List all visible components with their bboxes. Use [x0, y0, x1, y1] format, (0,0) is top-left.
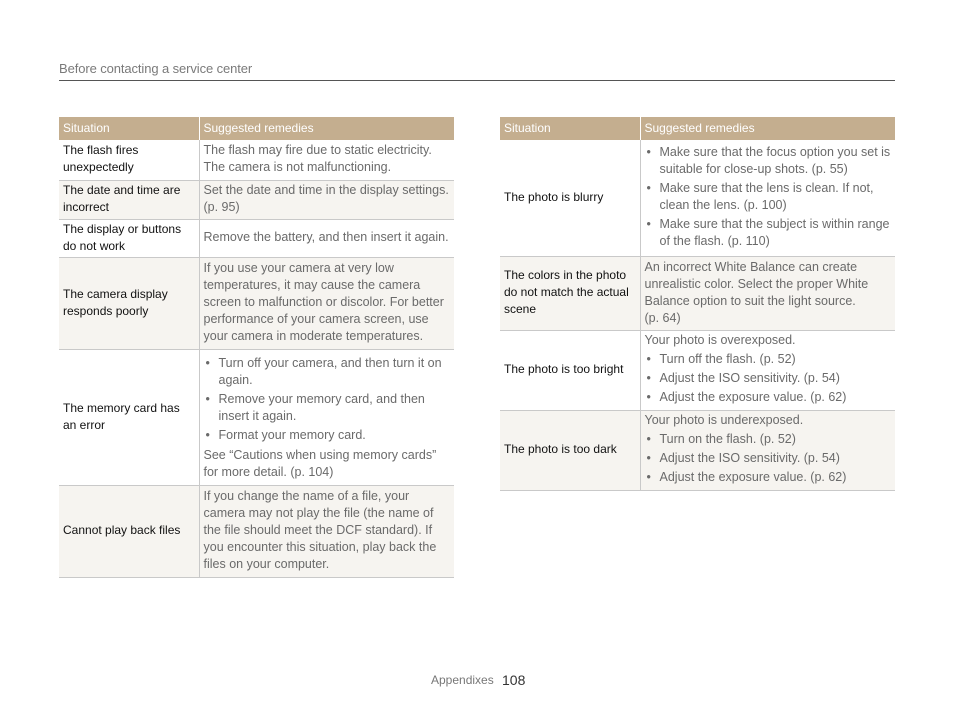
remedy-cell: [640, 140, 895, 256]
table-row: [59, 485, 454, 577]
remedy-bullet: • Turn off your camera, and then turn it on again.: [204, 355, 451, 389]
table-row: [500, 330, 895, 410]
situation-cell: The photo is too bright: [504, 362, 624, 376]
remedy-cell: [640, 410, 895, 490]
situation-cell: Cannot play back files: [59, 485, 199, 577]
table-row: [59, 180, 454, 219]
remedy-bullet: • Adjust the exposure value. (p. 62): [645, 469, 892, 486]
remedy-text: Your photo is overexposed.: [644, 332, 796, 347]
remedy-cell: The flash may fire due to static electricity. The camera is not malfunctioning.: [199, 140, 454, 180]
footer-section-label: Appendixes: [431, 673, 494, 687]
remedy-text: An incorrect White Balance can create unrealistic color. Select the proper White Balance option to suit the light source.: [644, 259, 869, 308]
column-header-remedies: Suggested remedies: [199, 117, 454, 140]
situation-cell: The colors in the photo do not match the actual scene: [500, 256, 640, 330]
table-row: [500, 256, 895, 330]
remedy-bullet-list: [645, 144, 892, 250]
remedy-bullet: • Turn on the flash. (p. 52): [645, 431, 892, 448]
remedy-cell: If you use your camera at very low temperatures, it may cause the camera screen to malfunction or discolor. For better performance of your camera screen, use your camera in moderate temperatures.: [199, 257, 454, 349]
remedy-bullet: • Adjust the ISO sensitivity. (p. 54): [645, 370, 892, 387]
table-row: [500, 140, 895, 256]
remedy-bullet: • Make sure that the focus option you set is suitable for close-up shots. (p. 55): [645, 144, 892, 178]
remedy-bullet-list: [645, 351, 892, 406]
remedy-bullet: • Adjust the exposure value. (p. 62): [645, 389, 892, 406]
remedy-cell: [199, 349, 454, 485]
table-header-row: [59, 117, 454, 140]
table-row: [59, 140, 454, 180]
remedy-cell: [640, 256, 895, 330]
remedy-bullet: • Make sure that the subject is within range of the flash. (p. 110): [645, 216, 892, 250]
remedy-cell: Remove the battery, and then insert it again.: [199, 219, 454, 257]
troubleshooting-table-right: [500, 117, 895, 491]
column-header-situation: Situation: [500, 117, 640, 140]
table-header-row: [500, 117, 895, 140]
remedy-text: Your photo is underexposed.: [644, 412, 804, 427]
situation-cell: The display or buttons do not work: [63, 221, 182, 253]
table-row: [59, 257, 454, 349]
table-row: [59, 219, 454, 257]
troubleshooting-table-left: [59, 117, 454, 578]
situation-cell: The memory card has an error: [63, 400, 180, 432]
table-row: [500, 410, 895, 490]
situation-cell: The camera display responds poorly: [59, 257, 199, 349]
remedy-bullet: • Adjust the ISO sensitivity. (p. 54): [645, 450, 892, 467]
situation-cell: The photo is blurry: [504, 189, 604, 204]
column-header-situation: Situation: [59, 117, 199, 140]
header-rule: [59, 80, 895, 81]
remedy-page-ref: (p. 64): [644, 310, 681, 325]
remedy-bullet: • Format your memory card.: [204, 427, 451, 444]
remedy-bullet: • Turn off the flash. (p. 52): [645, 351, 892, 368]
remedy-bullet: • Make sure that the lens is clean. If not, clean the lens. (p. 100): [645, 180, 892, 214]
page-header-title: Before contacting a service center: [59, 61, 253, 76]
remedy-bullet-list: [204, 355, 451, 444]
remedy-note: See “Cautions when using memory cards” for more detail. (p. 104): [203, 447, 437, 479]
situation-cell: The date and time are incorrect: [59, 180, 199, 219]
page-number: 108: [502, 672, 526, 688]
column-header-remedies: Suggested remedies: [640, 117, 895, 140]
remedy-cell: If you change the name of a file, your camera may not play the file (the name of the file should meet the DCF standard). If you encounter this situation, play back the files on your computer.: [199, 485, 454, 577]
situation-cell: The flash fires unexpectedly: [63, 143, 139, 175]
table-row: [59, 349, 454, 485]
situation-cell: The photo is too dark: [500, 410, 640, 490]
remedy-bullet-list: [645, 431, 892, 486]
remedy-bullet: • Remove your memory card, and then insert it again.: [204, 391, 451, 425]
remedy-cell: Set the date and time in the display settings. (p. 95): [199, 180, 454, 219]
remedy-cell: [640, 330, 895, 410]
